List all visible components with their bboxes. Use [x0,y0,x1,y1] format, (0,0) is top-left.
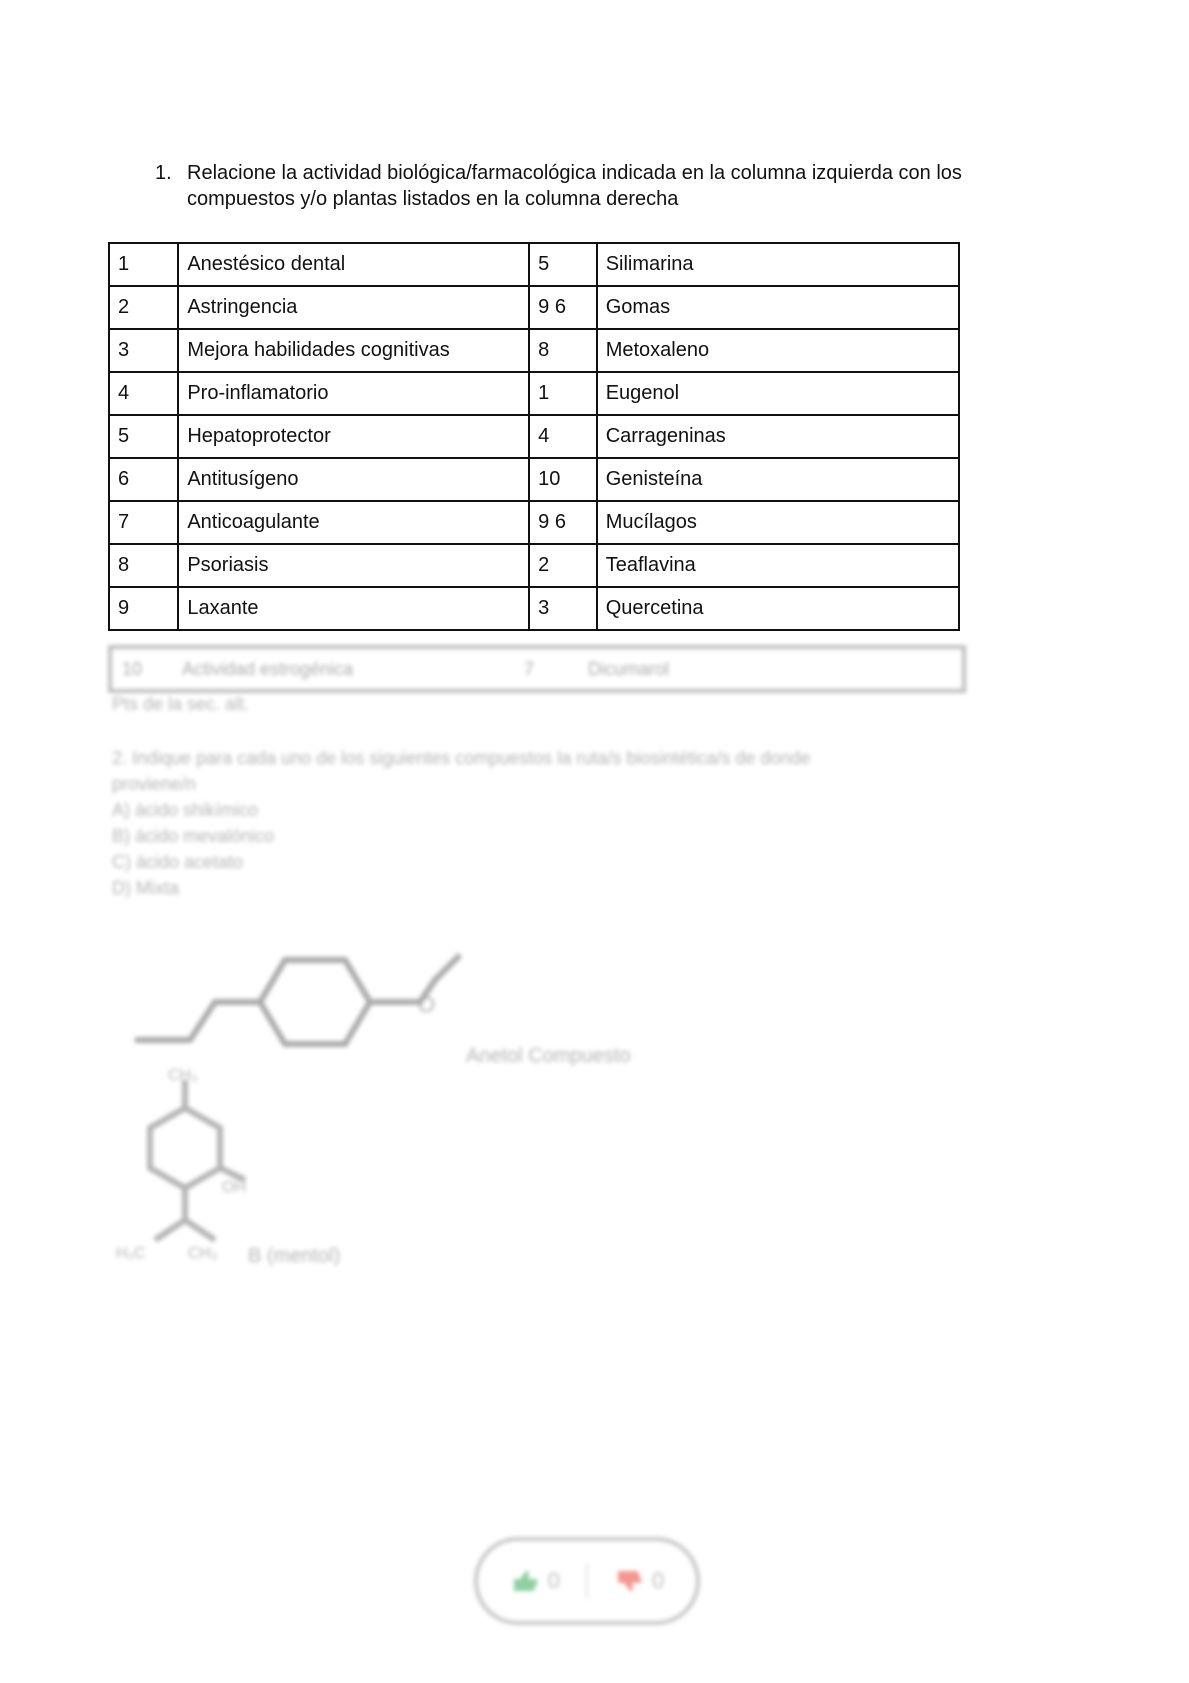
structure-a-methoxy [370,955,460,1002]
blurred-option-b: B) ácido mevalónico [112,826,275,846]
blurred-option-c: C) ácido acetato [112,852,244,872]
structure-b-ch3-bottom: CH₃ [188,1245,218,1262]
blurred-option-a: A) ácido shikímico [112,800,259,820]
structure-a-oxygen: O [418,992,436,1017]
compound-cell: Eugenol [597,372,959,415]
blurred-question-2: 2. Indique para cada uno de los siguientes compuestos la ruta/s biosintética/s de donde [112,748,811,768]
compound-cell: Genisteína [597,458,959,501]
answer-cell: 3 [529,587,597,630]
reactions-bar[interactable] [474,1537,700,1625]
answer-cell: 2 [529,544,597,587]
row-number: 1 [109,243,178,286]
dislike-count: 0 [652,1568,665,1593]
structure-b-oh: OH [222,1179,246,1196]
row-number: 3 [109,329,178,372]
row-number: 4 [109,372,178,415]
thumbs-up-icon [510,1569,540,1593]
thumbs-down-icon [614,1569,644,1593]
compound-cell: Carrageninas [597,415,959,458]
activity-cell: Antitusígeno [178,458,529,501]
activity-cell: Pro-inflamatorio [178,372,529,415]
question-number: 1. [155,162,172,184]
compound-cell: Quercetina [597,587,959,630]
row-number: 9 [109,587,178,630]
reactions-divider [586,1563,588,1599]
chemical-structure-b [110,1068,360,1268]
blurred-row-activity: Actividad estrogénica [182,658,354,679]
blurred-row-compound: Dicumarol [588,658,670,679]
like-button[interactable] [510,1568,560,1594]
structure-b-isopropyl-left [155,1188,185,1240]
table-row [109,587,959,630]
dislike-button[interactable] [614,1568,664,1594]
activity-cell: Anestésico dental [178,243,529,286]
table-row [109,372,959,415]
structure-b-isopropyl-right [185,1220,215,1240]
answer-cell: 8 [529,329,597,372]
blurred-question-2-cont: proviene/n [112,774,197,794]
row-number: 7 [109,501,178,544]
blurred-table-row [108,645,966,693]
compound-cell: Silimarina [597,243,959,286]
blurred-row-answer: 7 [524,658,535,679]
row-number: 8 [109,544,178,587]
compound-cell: Teaflavina [597,544,959,587]
structure-a-ring [260,960,370,1044]
row-number: 5 [109,415,178,458]
activity-cell: Mejora habilidades cognitivas [178,329,529,372]
table-row [109,544,959,587]
matching-table [108,242,960,631]
compound-cell: Mucílagos [597,501,959,544]
structure-b-ch3-top: CH₃ [168,1068,198,1084]
table-row [109,501,959,544]
activity-cell: Anticoagulante [178,501,529,544]
answer-cell: 4 [529,415,597,458]
structure-a-label: Anetol Compuesto [466,1045,631,1067]
activity-cell: Psoriasis [178,544,529,587]
compound-cell: Metoxaleno [597,329,959,372]
table-row [109,415,959,458]
blurred-option-d: D) Mixta [112,878,179,898]
answer-cell: 9 6 [529,286,597,329]
structure-b-ring [150,1108,220,1188]
table-row [109,329,959,372]
row-number: 2 [109,286,178,329]
table-row [109,243,959,286]
table-row [109,458,959,501]
structure-b-h3c: H₃C [116,1245,146,1262]
question-text: Relacione la actividad biológica/farmacológica indicada en la columna izquierda con los compuestos y/o plantas listados en la columna derecha [187,162,962,210]
answer-cell: 5 [529,243,597,286]
activity-cell: Astringencia [178,286,529,329]
blurred-row-number: 10 [122,658,143,679]
like-count: 0 [547,1568,560,1593]
table-row [109,286,959,329]
compound-cell: Gomas [597,286,959,329]
blurred-note: Pts de la sec. alt. [112,694,250,714]
row-number: 6 [109,458,178,501]
activity-cell: Laxante [178,587,529,630]
structure-b-label: B (mentol) [248,1245,341,1267]
chemical-structure-a [120,940,470,1060]
structure-a-side-chain [135,1002,260,1040]
answer-cell: 9 6 [529,501,597,544]
question-1 [155,160,1015,212]
answer-cell: 1 [529,372,597,415]
answer-cell: 10 [529,458,597,501]
activity-cell: Hepatoprotector [178,415,529,458]
